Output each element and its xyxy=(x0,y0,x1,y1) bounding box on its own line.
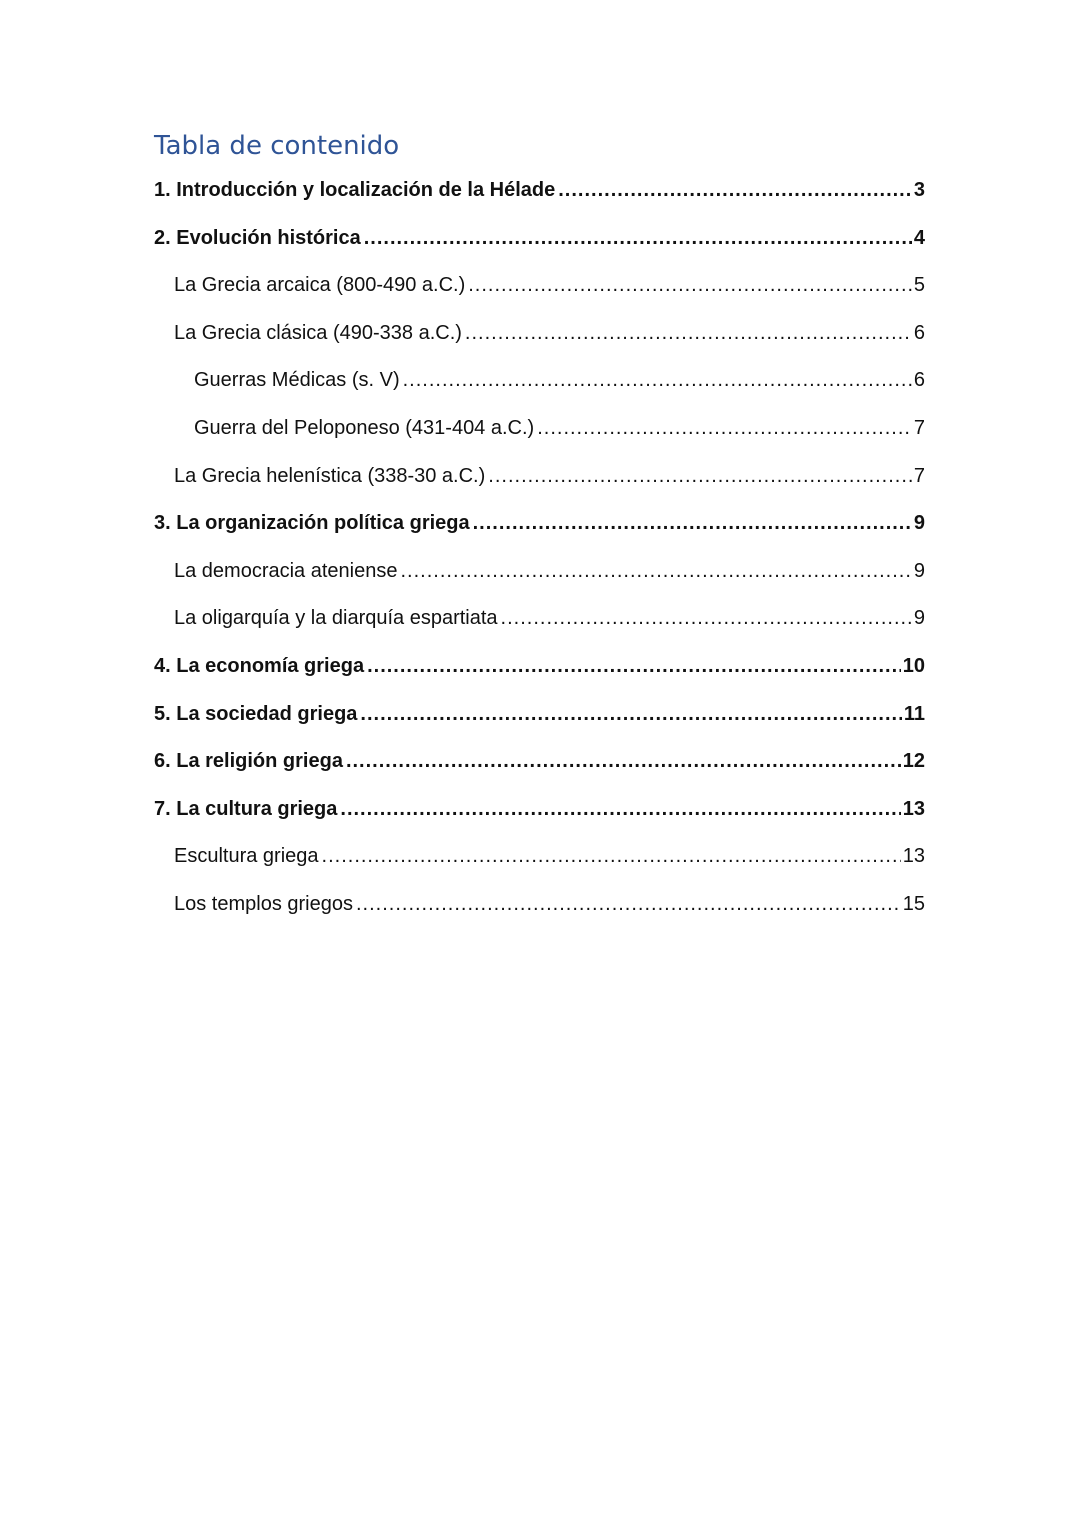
toc-page-number: 7 xyxy=(913,464,925,487)
toc-dot-leader xyxy=(367,643,901,691)
toc-page-number: 5 xyxy=(913,274,925,297)
toc-page-number: 9 xyxy=(913,512,925,535)
toc-dot-leader xyxy=(403,357,912,405)
toc-entry-organizacion-politica[interactable] xyxy=(154,500,925,548)
toc-page-number: 9 xyxy=(913,559,925,582)
toc-entry-text: 5. La sociedad griega xyxy=(154,702,358,725)
toc-entry-cultura-griega[interactable] xyxy=(154,786,925,834)
toc-entry-text: 2. Evolución histórica xyxy=(154,226,361,249)
toc-dot-leader xyxy=(340,786,900,834)
toc-entry-text: La Grecia arcaica (800-490 a.C.) xyxy=(174,274,466,297)
toc-page-number: 7 xyxy=(913,416,925,439)
toc-entry-text: 4. La economía griega xyxy=(154,654,365,677)
toc-entry-text: Escultura griega xyxy=(174,845,319,868)
toc-page-number: 6 xyxy=(913,369,925,392)
toc-entry-text: 7. La cultura griega xyxy=(154,797,338,820)
toc-entry-grecia-helenistica[interactable] xyxy=(154,453,925,501)
toc-dot-leader xyxy=(465,310,912,358)
toc-entry-text: La democracia ateniense xyxy=(174,559,398,582)
toc-page-number: 10 xyxy=(902,654,925,677)
toc-page-number: 6 xyxy=(913,321,925,344)
toc-page-number: 4 xyxy=(913,226,925,249)
toc-title: Tabla de contenido xyxy=(154,131,400,161)
toc-page-number: 13 xyxy=(902,845,925,868)
toc-page-number: 11 xyxy=(903,702,925,725)
toc-dot-leader xyxy=(537,405,912,453)
toc-entry-text: Los templos griegos xyxy=(174,892,353,915)
toc-dot-leader xyxy=(473,500,912,548)
toc-entry-escultura-griega[interactable] xyxy=(154,833,925,881)
toc-entry-grecia-arcaica[interactable] xyxy=(154,262,925,310)
toc-dot-leader xyxy=(364,215,912,263)
toc-entry-text: La oligarquía y la diarquía espartiata xyxy=(174,607,498,630)
toc-page-number: 13 xyxy=(902,797,925,820)
toc-entry-evolucion-historica[interactable] xyxy=(154,215,925,263)
toc-dot-leader xyxy=(400,548,911,596)
toc-list xyxy=(154,167,925,929)
toc-entry-introduccion[interactable] xyxy=(154,167,925,215)
toc-entry-templos-griegos[interactable] xyxy=(154,881,925,929)
toc-page-number: 9 xyxy=(913,607,925,630)
toc-entry-guerra-peloponeso[interactable] xyxy=(154,405,925,453)
toc-entry-text: 6. La religión griega xyxy=(154,750,343,773)
toc-dot-leader xyxy=(558,167,912,215)
toc-entry-text: Guerras Médicas (s. V) xyxy=(194,369,400,392)
toc-entry-oligarquia-diarquia[interactable] xyxy=(154,595,925,643)
toc-page-number: 3 xyxy=(913,179,925,201)
toc-entry-text: La Grecia helenística (338-30 a.C.) xyxy=(174,464,486,487)
toc-entry-text: 1. Introducción y localización de la Hélade xyxy=(154,179,556,201)
toc-entry-religion-griega[interactable] xyxy=(154,738,925,786)
toc-dot-leader xyxy=(468,262,912,310)
toc-entry-democracia-ateniense[interactable] xyxy=(154,548,925,596)
toc-dot-leader xyxy=(356,881,901,929)
toc-page-number: 12 xyxy=(902,750,925,773)
toc-dot-leader xyxy=(346,738,901,786)
toc-entry-guerras-medicas[interactable] xyxy=(154,357,925,405)
toc-page-number: 15 xyxy=(902,892,925,915)
toc-dot-leader xyxy=(322,833,901,881)
toc-entry-grecia-clasica[interactable] xyxy=(154,310,925,358)
toc-entry-text: La Grecia clásica (490-338 a.C.) xyxy=(174,321,462,344)
toc-entry-economia-griega[interactable] xyxy=(154,643,925,691)
toc-dot-leader xyxy=(488,453,912,501)
toc-entry-text: Guerra del Peloponeso (431-404 a.C.) xyxy=(194,416,535,439)
toc-dot-leader xyxy=(360,691,901,739)
toc-dot-leader xyxy=(501,595,912,643)
toc-entry-sociedad-griega[interactable] xyxy=(154,691,925,739)
toc-entry-text: 3. La organización política griega xyxy=(154,512,470,535)
